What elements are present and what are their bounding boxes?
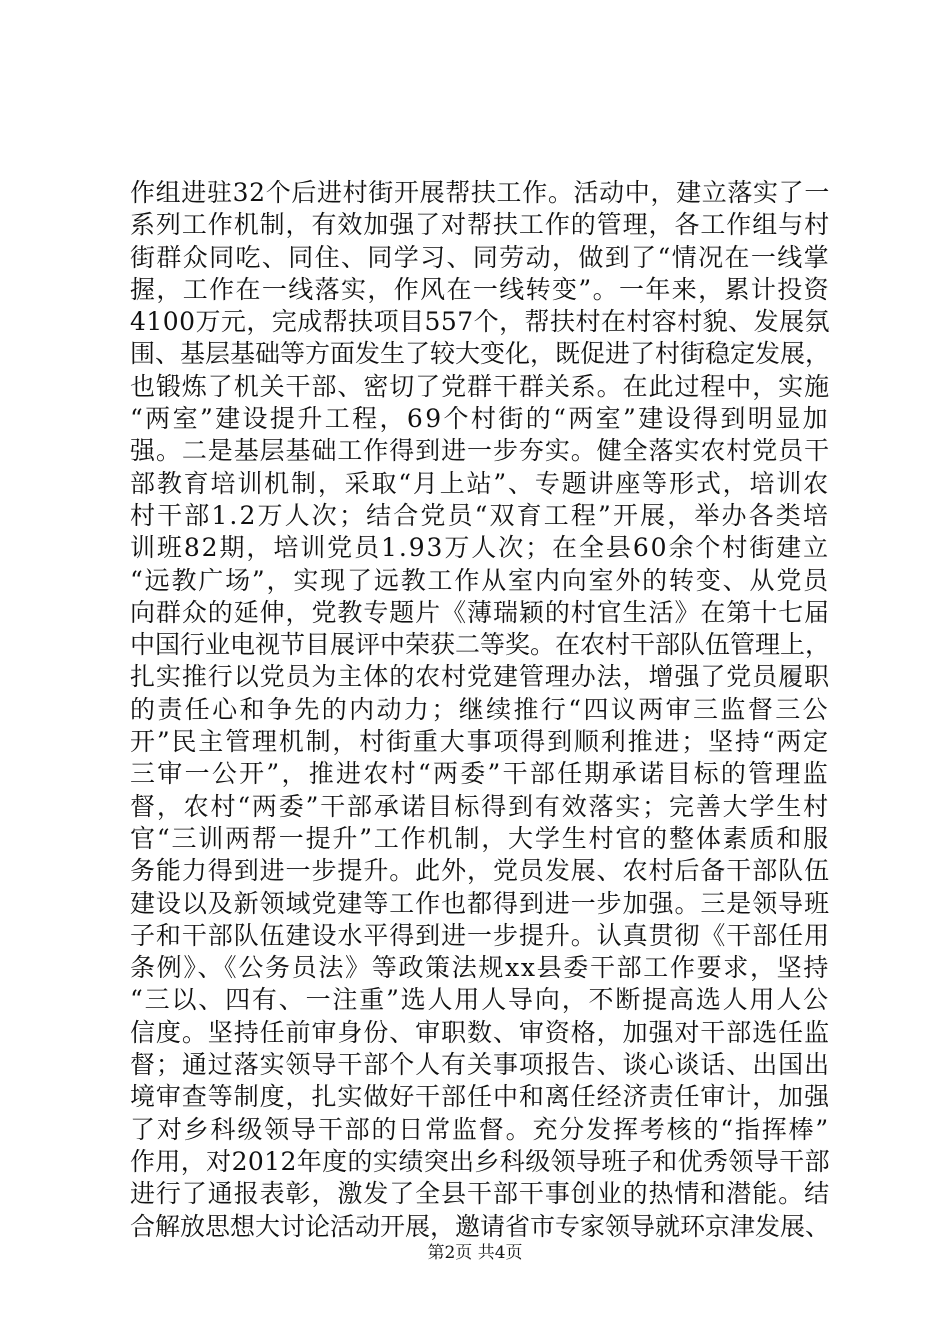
text-line: 进行了通报表彰，激发了全县干部干事创业的热情和潜能。结 xyxy=(130,1179,830,1209)
page-footer: 第2页 共4页 xyxy=(427,1243,523,1263)
text-line: 作用，对2012年度的实绩突出乡科级领导班子和优秀领导干部 xyxy=(130,1146,830,1176)
text-line: 训班82期，培训党员1.93万人次；在全县60余个村街建立 xyxy=(130,533,830,563)
text-line: 督，农村“两委”干部承诺目标得到有效落实；完善大学生村 xyxy=(130,791,830,821)
text-line: 向群众的延伸，党教专题片《薄瑞颖的村官生活》在第十七届 xyxy=(130,597,830,627)
text-line: 作组进驻32个后进村街开展帮扶工作。活动中，建立落实了一 xyxy=(130,178,830,207)
text-line: 境审查等制度，扎实做好干部任中和离任经济责任审计，加强 xyxy=(130,1082,830,1112)
text-line: “两室”建设提升工程，69个村街的“两室”建设得到明显加 xyxy=(130,404,830,434)
text-line: 三审一公开”，推进农村“两委”干部任期承诺目标的管理监 xyxy=(130,759,830,789)
text-line: 开”民主管理机制，村街重大事项得到顺利推进；坚持“两定 xyxy=(130,727,830,757)
text-line: 督；通过落实领导干部个人有关事项报告、谈心谈话、出国出 xyxy=(130,1050,830,1080)
text-line: 务能力得到进一步提升。此外，党员发展、农村后备干部队伍 xyxy=(130,856,830,886)
text-line: 建设以及新领域党建等工作也都得到进一步加强。三是领导班 xyxy=(130,888,830,918)
text-line: 条例》、《公务员法》等政策法规xx县委干部工作要求，坚持 xyxy=(130,953,830,983)
text-line: 握，工作在一线落实，作风在一线转变”。一年来，累计投资 xyxy=(130,274,830,304)
text-line: “三以、四有、一注重”选人用人导向，不断提高选人用人公 xyxy=(130,985,830,1015)
text-line: 官“三训两帮一提升”工作机制，大学生村官的整体素质和服 xyxy=(130,823,830,853)
body-text xyxy=(130,177,830,1243)
text-line: 也锻炼了机关干部、密切了党群干群关系。在此过程中，实施 xyxy=(130,371,830,401)
text-line: 系列工作机制，有效加强了对帮扶工作的管理，各工作组与村 xyxy=(130,210,830,240)
text-line: 合解放思想大讨论活动开展，邀请省市专家领导就环京津发展、 xyxy=(130,1211,830,1241)
text-line: 信度。坚持任前审身份、审职数、审资格，加强对干部选任监 xyxy=(130,1017,830,1047)
text-line: 强。二是基层基础工作得到进一步夯实。健全落实农村党员干 xyxy=(130,436,830,466)
text-line: 街群众同吃、同住、同学习、同劳动，做到了“情况在一线掌 xyxy=(130,242,830,272)
text-line: 部教育培训机制，采取“月上站”、专题讲座等形式，培训农 xyxy=(130,468,830,498)
text-line: “远教广场”，实现了远教工作从室内向室外的转变、从党员 xyxy=(130,565,830,595)
text-line: 围、基层基础等方面发生了较大变化，既促进了村街稳定发展， xyxy=(130,339,830,369)
text-line: 中国行业电视节目展评中荣获二等奖。在农村干部队伍管理上， xyxy=(130,630,830,660)
text-line: 村干部1.2万人次；结合党员“双育工程”开展，举办各类培 xyxy=(130,500,830,530)
text-line: 4100万元，完成帮扶项目557个，帮扶村在村容村貌、发展氛 xyxy=(130,307,830,337)
text-line: 子和干部队伍建设水平得到进一步提升。认真贯彻《干部任用 xyxy=(130,920,830,950)
text-line: 了对乡科级领导干部的日常监督。充分发挥考核的“指挥棒” xyxy=(130,1114,830,1144)
text-line: 扎实推行以党员为主体的农村党建管理办法，增强了党员履职 xyxy=(130,662,830,692)
text-line: 的责任心和争先的内动力；继续推行“四议两审三监督三公 xyxy=(130,694,830,724)
